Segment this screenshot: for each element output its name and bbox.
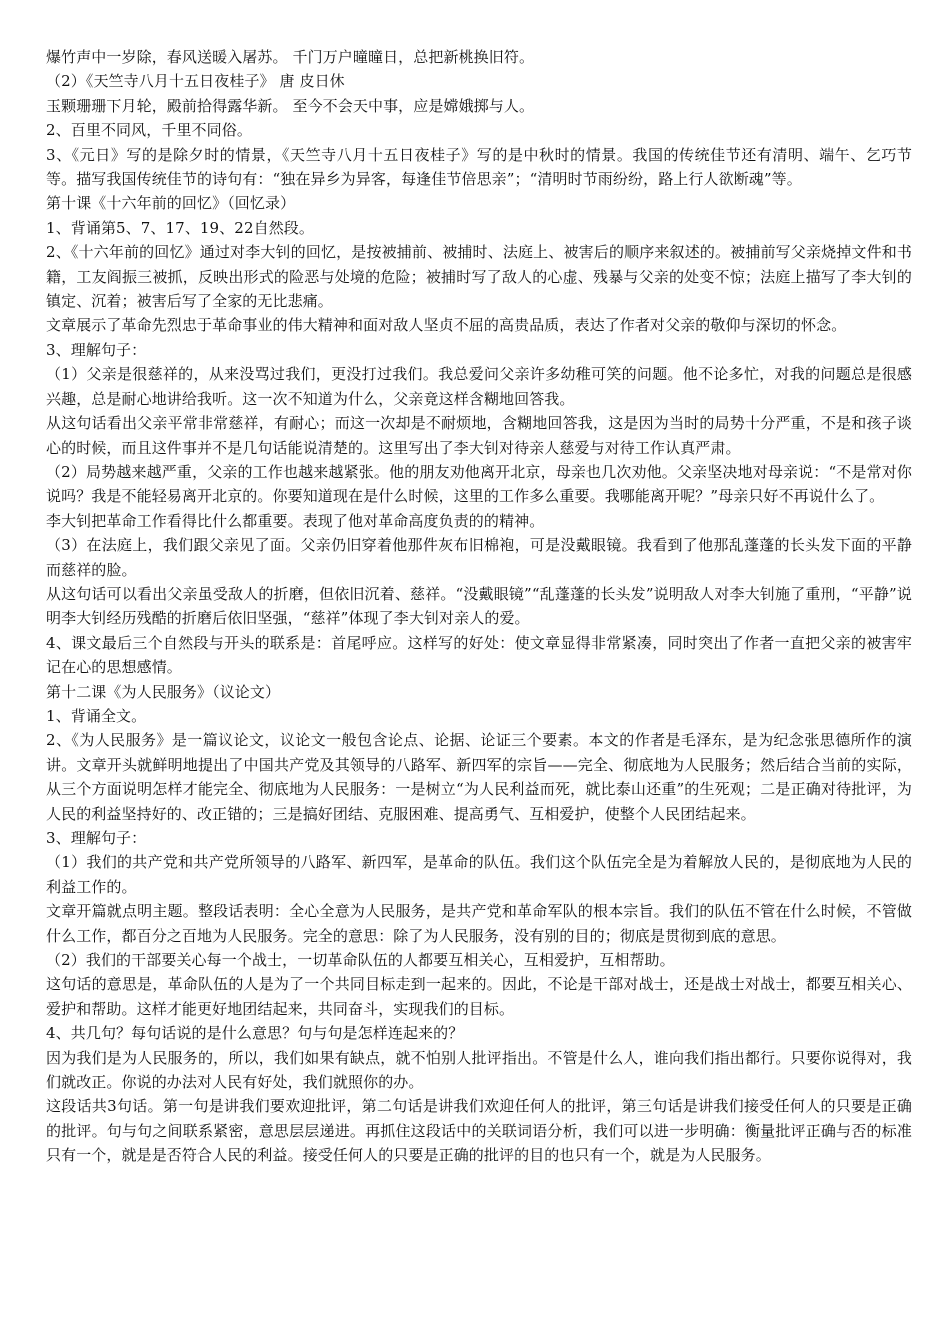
- proverb-line: 2、百里不同风，千里不同俗。: [46, 121, 252, 140]
- lesson-10-item-3: 3、理解句子：: [46, 340, 147, 359]
- lesson-12-analysis-2: 这句话的意思是，革命队伍的人是为了一个共同目标走到一起来的。因此，不论是干部对战士，还是战士对战士，都要互相关心、爱护和帮助。这样才能更好地团结起来，共同奋斗，实现我们的目标。: [46, 975, 912, 1018]
- lesson-10-heading: 第十课《十六年前的回忆》（回忆录）: [46, 194, 296, 213]
- lesson-12-sentence-1: （1）我们的共产党和共产党所领导的八路军、新四军，是革命的队伍。我们这个队伍完全是为着解放人民的，是彻底地为人民的利益工作的。: [46, 853, 912, 896]
- poem-line-tianzhusi: 玉颗珊珊下月轮，殿前拾得露华新。 至今不会天中事，应是嫦娥掷与人。: [46, 96, 535, 115]
- lesson-12-item-1: 1、背诵全文。: [46, 706, 147, 725]
- poem-line-yuanri: 爆竹声中一岁除，春风送暖入屠苏。 千门万户曈曈日，总把新桃换旧符。: [46, 48, 535, 66]
- lesson-10-analysis-3: 从这句话可以看出父亲虽受敌人的折磨，但依旧沉着、慈祥。“没戴眼镜”“乱蓬蓬的长头发”说明敌人对李大钊施了重刑，“平静”说明李大钊经历残酷的折磨后依旧坚强，“慈祥”体现了李大钊对亲人的爱。: [46, 584, 912, 628]
- lesson-10-analysis-2: 李大钊把革命工作看得比什么都重要。表现了他对革命高度负责的的精神。: [46, 511, 545, 530]
- poem-title-tianzhusi: （2）《天竺寺八月十五日夜桂子》 唐 皮日休: [46, 72, 345, 91]
- lesson-12-analysis-1: 文章开篇就点明主题。整段话表明：全心全意为人民服务，是共产党和革命军队的根本宗旨。我们的队伍不管在什么时候，不管做什么工作，都百分之百地为人民服务。完全的意思：除了为人民服务，没有别的目的；彻底是贯彻到底的意思。: [46, 902, 912, 945]
- lesson-10-item-1: 1、背诵第5、7、17、19、22自然段。: [46, 218, 314, 237]
- lesson-10-summary: 文章展示了革命先烈忠于革命事业的伟大精神和面对敌人坚贞不屈的高贵品质，表达了作者对父亲的敬仰与深切的怀念。: [46, 316, 847, 335]
- lesson-10-sentence-3: （3）在法庭上，我们跟父亲见了面。父亲仍旧穿着他那件灰布旧棉袍，可是没戴眼镜。我看到了他那乱蓬蓬的长头发下面的平静而慈祥的脸。: [46, 536, 912, 579]
- festival-paragraph: 3、《元日》写的是除夕时的情景，《天竺寺八月十五日夜桂子》写的是中秋时的情景。我国的传统佳节还有清明、端午、乞巧节等。描写我国传统佳节的诗句有：“独在异乡为异客，每逢佳节倍思亲”；“清明时节雨纷纷，路上行人欲断魂”等。: [46, 145, 912, 189]
- lesson-10-sentence-1: （1）父亲是很慈祥的，从来没骂过我们，更没打过我们。我总爱问父亲许多幼稚可笑的问题。他不论多忙，对我的问题总是很感兴趣，总是耐心地讲给我听。这一次不知道为什么，父亲竟这样含糊地回答我。: [46, 365, 912, 408]
- lesson-10-item-4: 4、课文最后三个自然段与开头的联系是：首尾呼应。这样写的好处：使文章显得非常紧凑，同时突出了作者一直把父亲的被害牢记在心的思想感情。: [46, 633, 912, 677]
- lesson-12-sentence-2: （2）我们的干部要关心每一个战士，一切革命队伍的人都要互相关心，互相爱护，互相帮助。: [46, 951, 675, 970]
- lesson-10-analysis-1: 从这句话看出父亲平常非常慈祥，有耐心；而这一次却是不耐烦地，含糊地回答我，这是因为当时的局势十分严重，不是和孩子谈心的时候，而且这件事并不是几句话能说清楚的。这里写出了李大钊对待亲人慈爱与对待工作认真严肃。: [46, 414, 912, 457]
- lesson-12-quote: 因为我们是为人民服务的，所以，我们如果有缺点，就不怕别人批评指出。不管是什么人，谁向我们指出都行。只要你说得对，我们就改正。你说的办法对人民有好处，我们就照你的办。: [46, 1048, 912, 1092]
- lesson-12-item-4: 4、共几句？每句话说的是什么意思？句与句是怎样连起来的？: [46, 1024, 464, 1043]
- lesson-10-item-2: 2、《十六年前的回忆》通过对李大钊的回忆，是按被捕前、被捕时、法庭上、被害后的顺序来叙述的。被捕前写父亲烧掉文件和书籍，工友阎振三被抓，反映出形式的险恶与处境的危险；被捕时写了敌人的心虚、残暴与父亲的处变不惊；法庭上描写了李大钊的镇定、沉着；被害后写了全家的无比悲痛。: [46, 243, 912, 311]
- lesson-10-sentence-2: （2）局势越来越严重，父亲的工作也越来越紧张。他的朋友劝他离开北京，母亲也几次劝他。父亲坚决地对母亲说：“不是常对你说吗？我是不能轻易离开北京的。你要知道现在是什么时候，这里的工作多么重要。我哪能离开呢？”母亲只好不再说什么了。: [46, 462, 912, 506]
- lesson-12-item-2: 2、《为人民服务》是一篇议论文，议论文一般包含论点、论据、论证三个要素。本文的作者是毛泽东，是为纪念张思德所作的演讲。文章开头就鲜明地提出了中国共产党及其领导的八路军、新四军的宗旨——完全、彻底地为人民服务；然后结合当前的实际，从三个方面说明怎样才能完全、彻底地为人民服务：一是树立“为人民利益而死，就比泰山还重”的生死观；二是正确对待批评，为人民的利益坚持好的、改正错的；三是搞好团结、克服困难、提高勇气、互相爱护，使整个人民团结起来。: [46, 731, 912, 823]
- lesson-12-heading: 第十二课《为人民服务》（议论文）: [46, 682, 281, 701]
- lesson-12-analysis-3: 这段话共3句话。第一句是讲我们要欢迎批评，第二句话是讲我们欢迎任何人的批评，第三句话是讲我们接受任何人的只要是正确的批评。句与句之间联系紧密，意思层层递进。再抓住这段话中的关联词语分析，我们可以进一步明确：衡量批评正确与否的标准只有一个，就是是否符合人民的利益。接受任何人的只要是正确的批评的目的也只有一个，就是为人民服务。: [46, 1097, 912, 1165]
- lesson-12-item-3: 3、理解句子：: [46, 829, 147, 847]
